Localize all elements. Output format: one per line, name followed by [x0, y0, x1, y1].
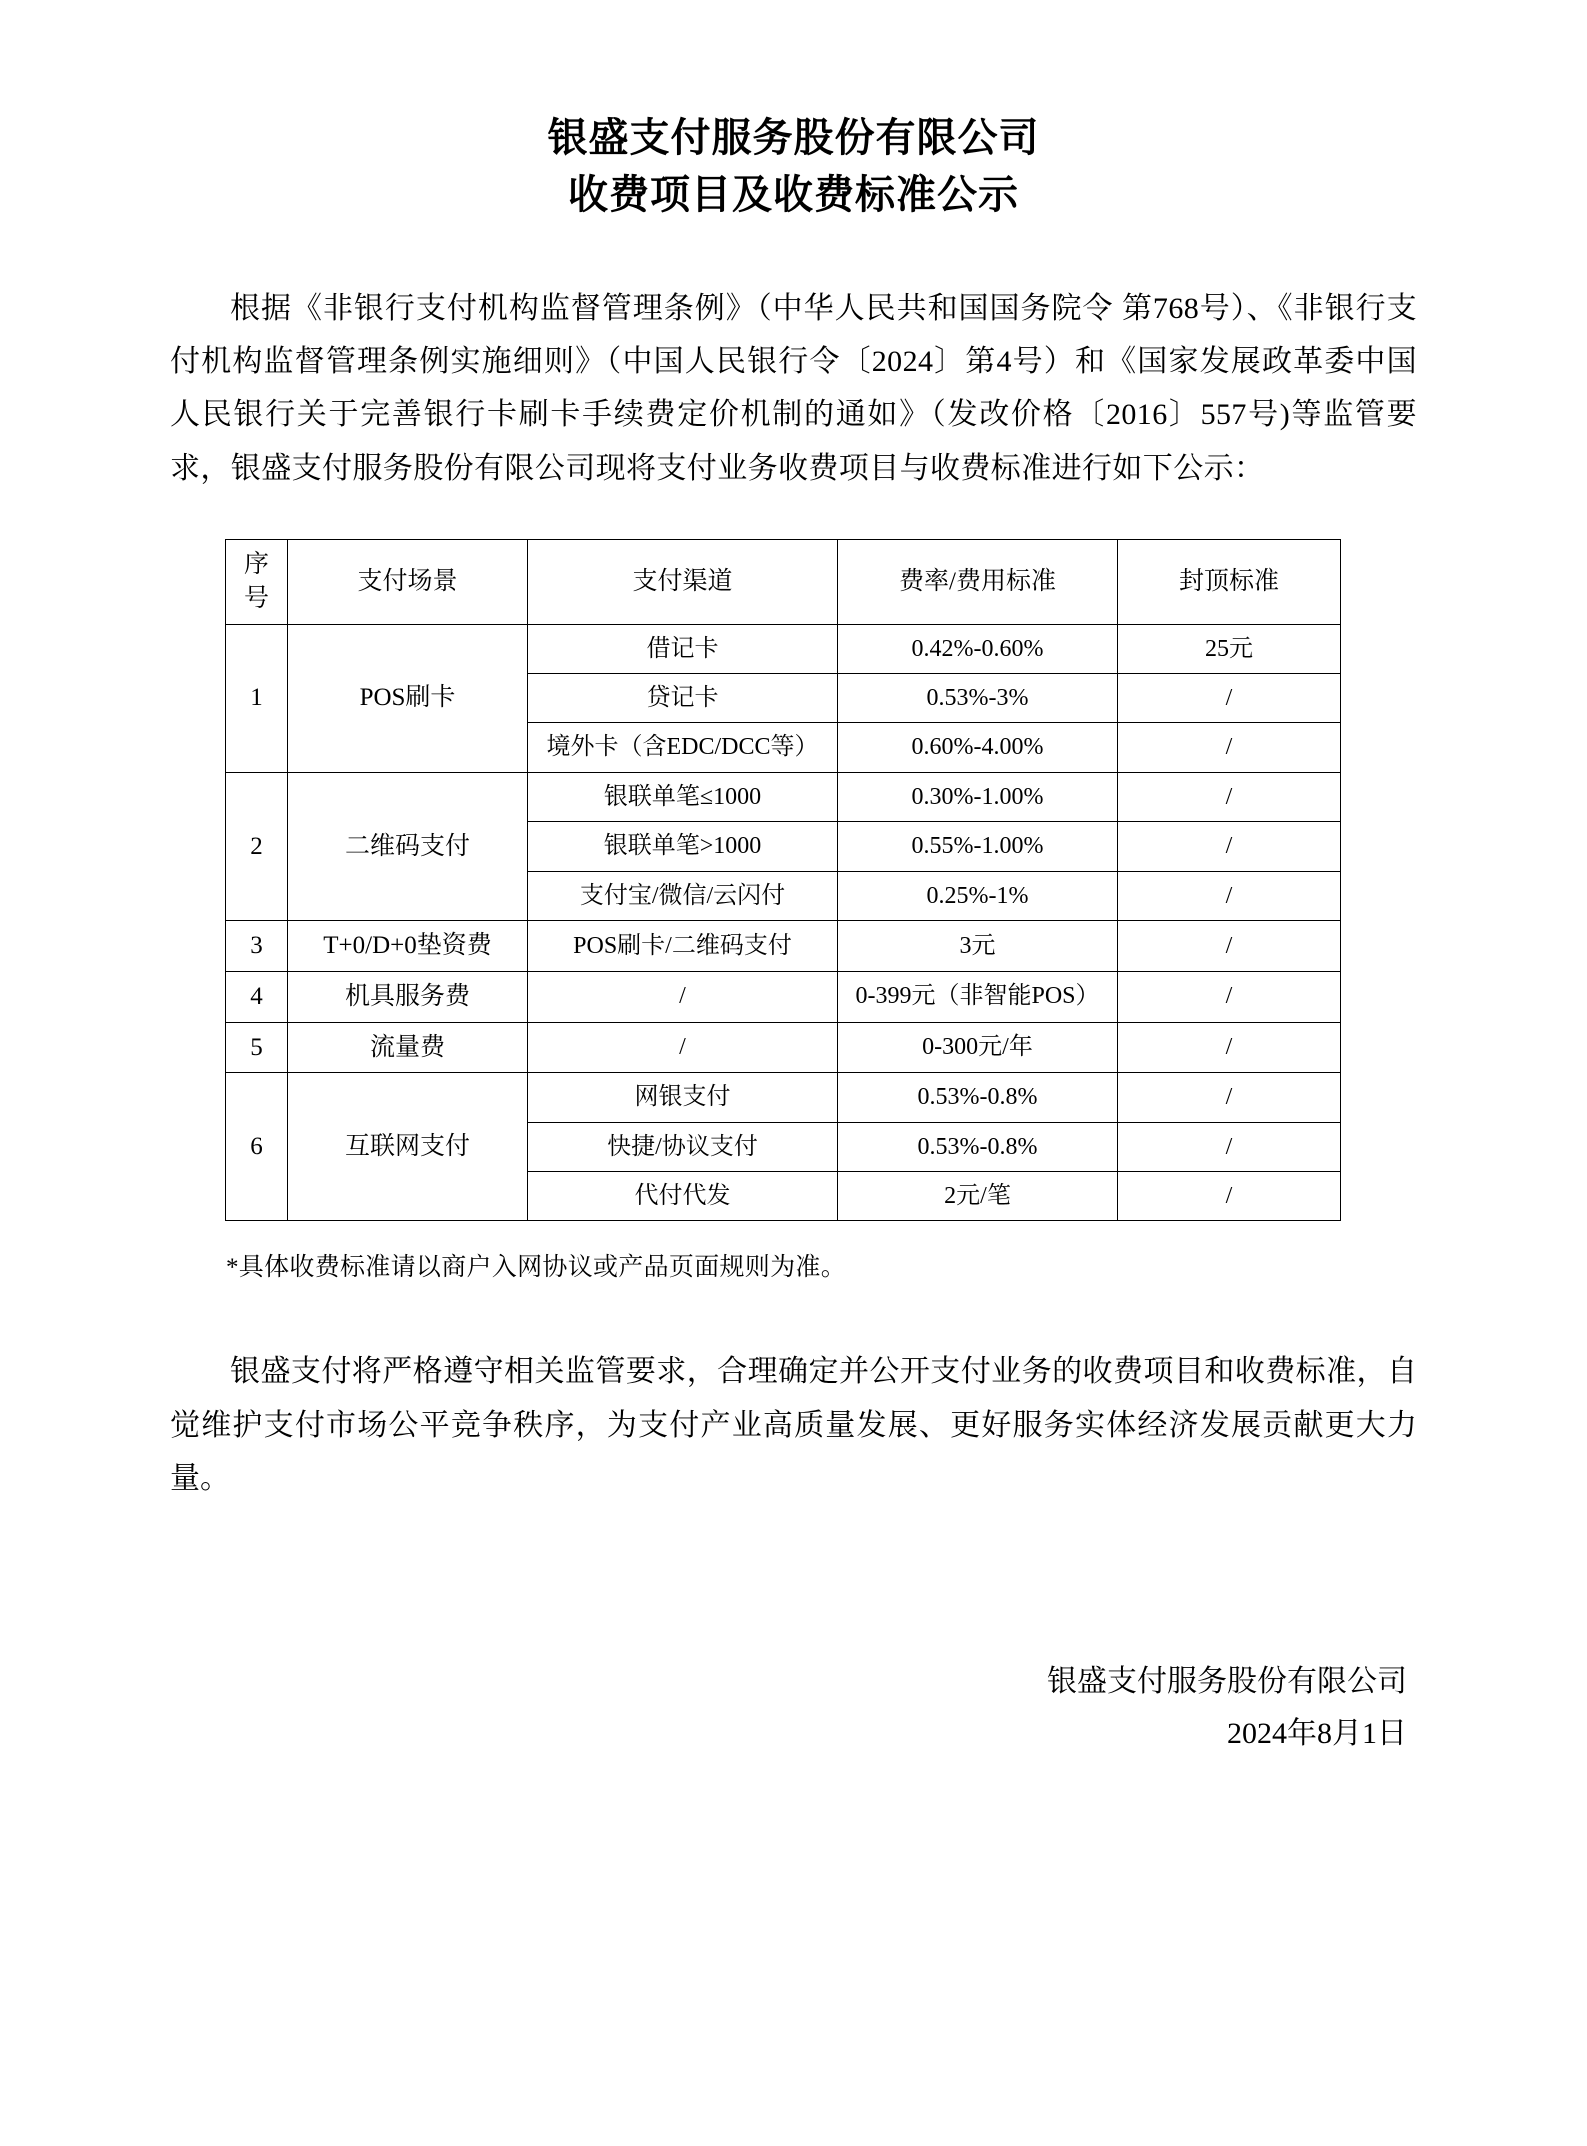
cell-scene: POS刷卡 — [288, 624, 528, 772]
closing-paragraph — [170, 1345, 1417, 1505]
cell-scene: 互联网支付 — [288, 1073, 528, 1221]
cell-cap: / — [1118, 1122, 1341, 1171]
cell-rate: 0.25%-1% — [838, 871, 1118, 920]
cell-rate: 0.53%-0.8% — [838, 1122, 1118, 1171]
cell-rate: 0.53%-3% — [838, 674, 1118, 723]
column-header-no-line1: 序 — [243, 551, 269, 579]
intro-paragraph — [170, 282, 1417, 496]
cell-no: 6 — [226, 1073, 288, 1221]
cell-channel: 网银支付 — [528, 1073, 838, 1122]
cell-channel: / — [528, 971, 838, 1022]
cell-cap: / — [1118, 1022, 1341, 1073]
table-header — [226, 540, 1341, 625]
cell-rate: 0.53%-0.8% — [838, 1073, 1118, 1122]
cell-cap: / — [1118, 822, 1341, 871]
signature-block — [170, 1656, 1417, 1761]
table-header-row — [226, 540, 1341, 625]
cell-no: 4 — [226, 971, 288, 1022]
cell-channel: / — [528, 1022, 838, 1073]
cell-rate: 0.42%-0.60% — [838, 624, 1118, 673]
column-header-no-line2: 号 — [243, 584, 269, 612]
cell-channel: 代付代发 — [528, 1172, 838, 1221]
cell-scene: 二维码支付 — [288, 772, 528, 920]
signature-company: 银盛支付服务股份有限公司 — [1047, 1664, 1407, 1698]
table-row — [226, 772, 1341, 821]
column-header-scene: 支付场景 — [288, 540, 528, 625]
cell-channel: 银联单笔>1000 — [528, 822, 838, 871]
signature-date: 2024年8月1日 — [1227, 1717, 1407, 1751]
cell-cap: / — [1118, 772, 1341, 821]
intro-text: 根据《非银行支付机构监督管理条例》（中华人民共和国国务院令 第768号）、《非银行支付机构监督管理条例实施细则》（中国人民银行令〔2024〕第4号）和《国家发展政革委中国人民银行关于完善银行卡刷卡手续费定价机制的通如》（发改价格〔2016〕557号)等监管要求，银盛支付服务股份有限公司现将支付业务收费项目与收费标准进行如下公示： — [170, 291, 1417, 485]
cell-rate: 0.30%-1.00% — [838, 772, 1118, 821]
column-header-cap: 封顶标准 — [1118, 540, 1341, 625]
cell-no: 3 — [226, 921, 288, 972]
cell-cap: 25元 — [1118, 624, 1341, 673]
cell-no: 1 — [226, 624, 288, 772]
cell-rate: 0-399元（非智能POS） — [838, 971, 1118, 1022]
table-body — [226, 624, 1341, 1221]
column-header-no — [226, 540, 288, 625]
cell-rate: 0-300元/年 — [838, 1022, 1118, 1073]
title-line-2: 收费项目及收费标准公示 — [568, 172, 1019, 217]
cell-scene: T+0/D+0垫资费 — [288, 921, 528, 972]
cell-channel: 贷记卡 — [528, 674, 838, 723]
cell-cap: / — [1118, 1073, 1341, 1122]
table-row — [226, 971, 1341, 1022]
table-note: *具体收费标准请以商户入网协议或产品页面规则为准。 — [226, 1254, 847, 1282]
table-row — [226, 921, 1341, 972]
cell-rate: 2元/笔 — [838, 1172, 1118, 1221]
column-header-channel: 支付渠道 — [528, 540, 838, 625]
cell-no: 2 — [226, 772, 288, 920]
page-title — [170, 110, 1417, 224]
cell-channel: 快捷/协议支付 — [528, 1122, 838, 1171]
table-row — [226, 1073, 1341, 1122]
closing-text: 银盛支付将严格遵守相关监管要求，合理确定并公开支付业务的收费项目和收费标准，自觉维护支付市场公平竞争秩序，为支付产业高质量发展、更好服务实体经济发展贡献更大力量。 — [170, 1355, 1417, 1496]
cell-channel: 借记卡 — [528, 624, 838, 673]
cell-channel: 境外卡（含EDC/DCC等） — [528, 723, 838, 772]
fee-table — [225, 539, 1341, 1221]
cell-cap: / — [1118, 1172, 1341, 1221]
table-row — [226, 624, 1341, 673]
cell-cap: / — [1118, 871, 1341, 920]
cell-cap: / — [1118, 971, 1341, 1022]
cell-channel: 支付宝/微信/云闪付 — [528, 871, 838, 920]
cell-channel: POS刷卡/二维码支付 — [528, 921, 838, 972]
cell-rate: 0.55%-1.00% — [838, 822, 1118, 871]
cell-rate: 0.60%-4.00% — [838, 723, 1118, 772]
cell-no: 5 — [226, 1022, 288, 1073]
cell-channel: 银联单笔≤1000 — [528, 772, 838, 821]
cell-cap: / — [1118, 723, 1341, 772]
cell-scene: 流量费 — [288, 1022, 528, 1073]
column-header-rate: 费率/费用标准 — [838, 540, 1118, 625]
cell-cap: / — [1118, 921, 1341, 972]
cell-cap: / — [1118, 674, 1341, 723]
table-row — [226, 1022, 1341, 1073]
cell-rate: 3元 — [838, 921, 1118, 972]
cell-scene: 机具服务费 — [288, 971, 528, 1022]
title-line-1: 银盛支付服务股份有限公司 — [547, 116, 1040, 160]
